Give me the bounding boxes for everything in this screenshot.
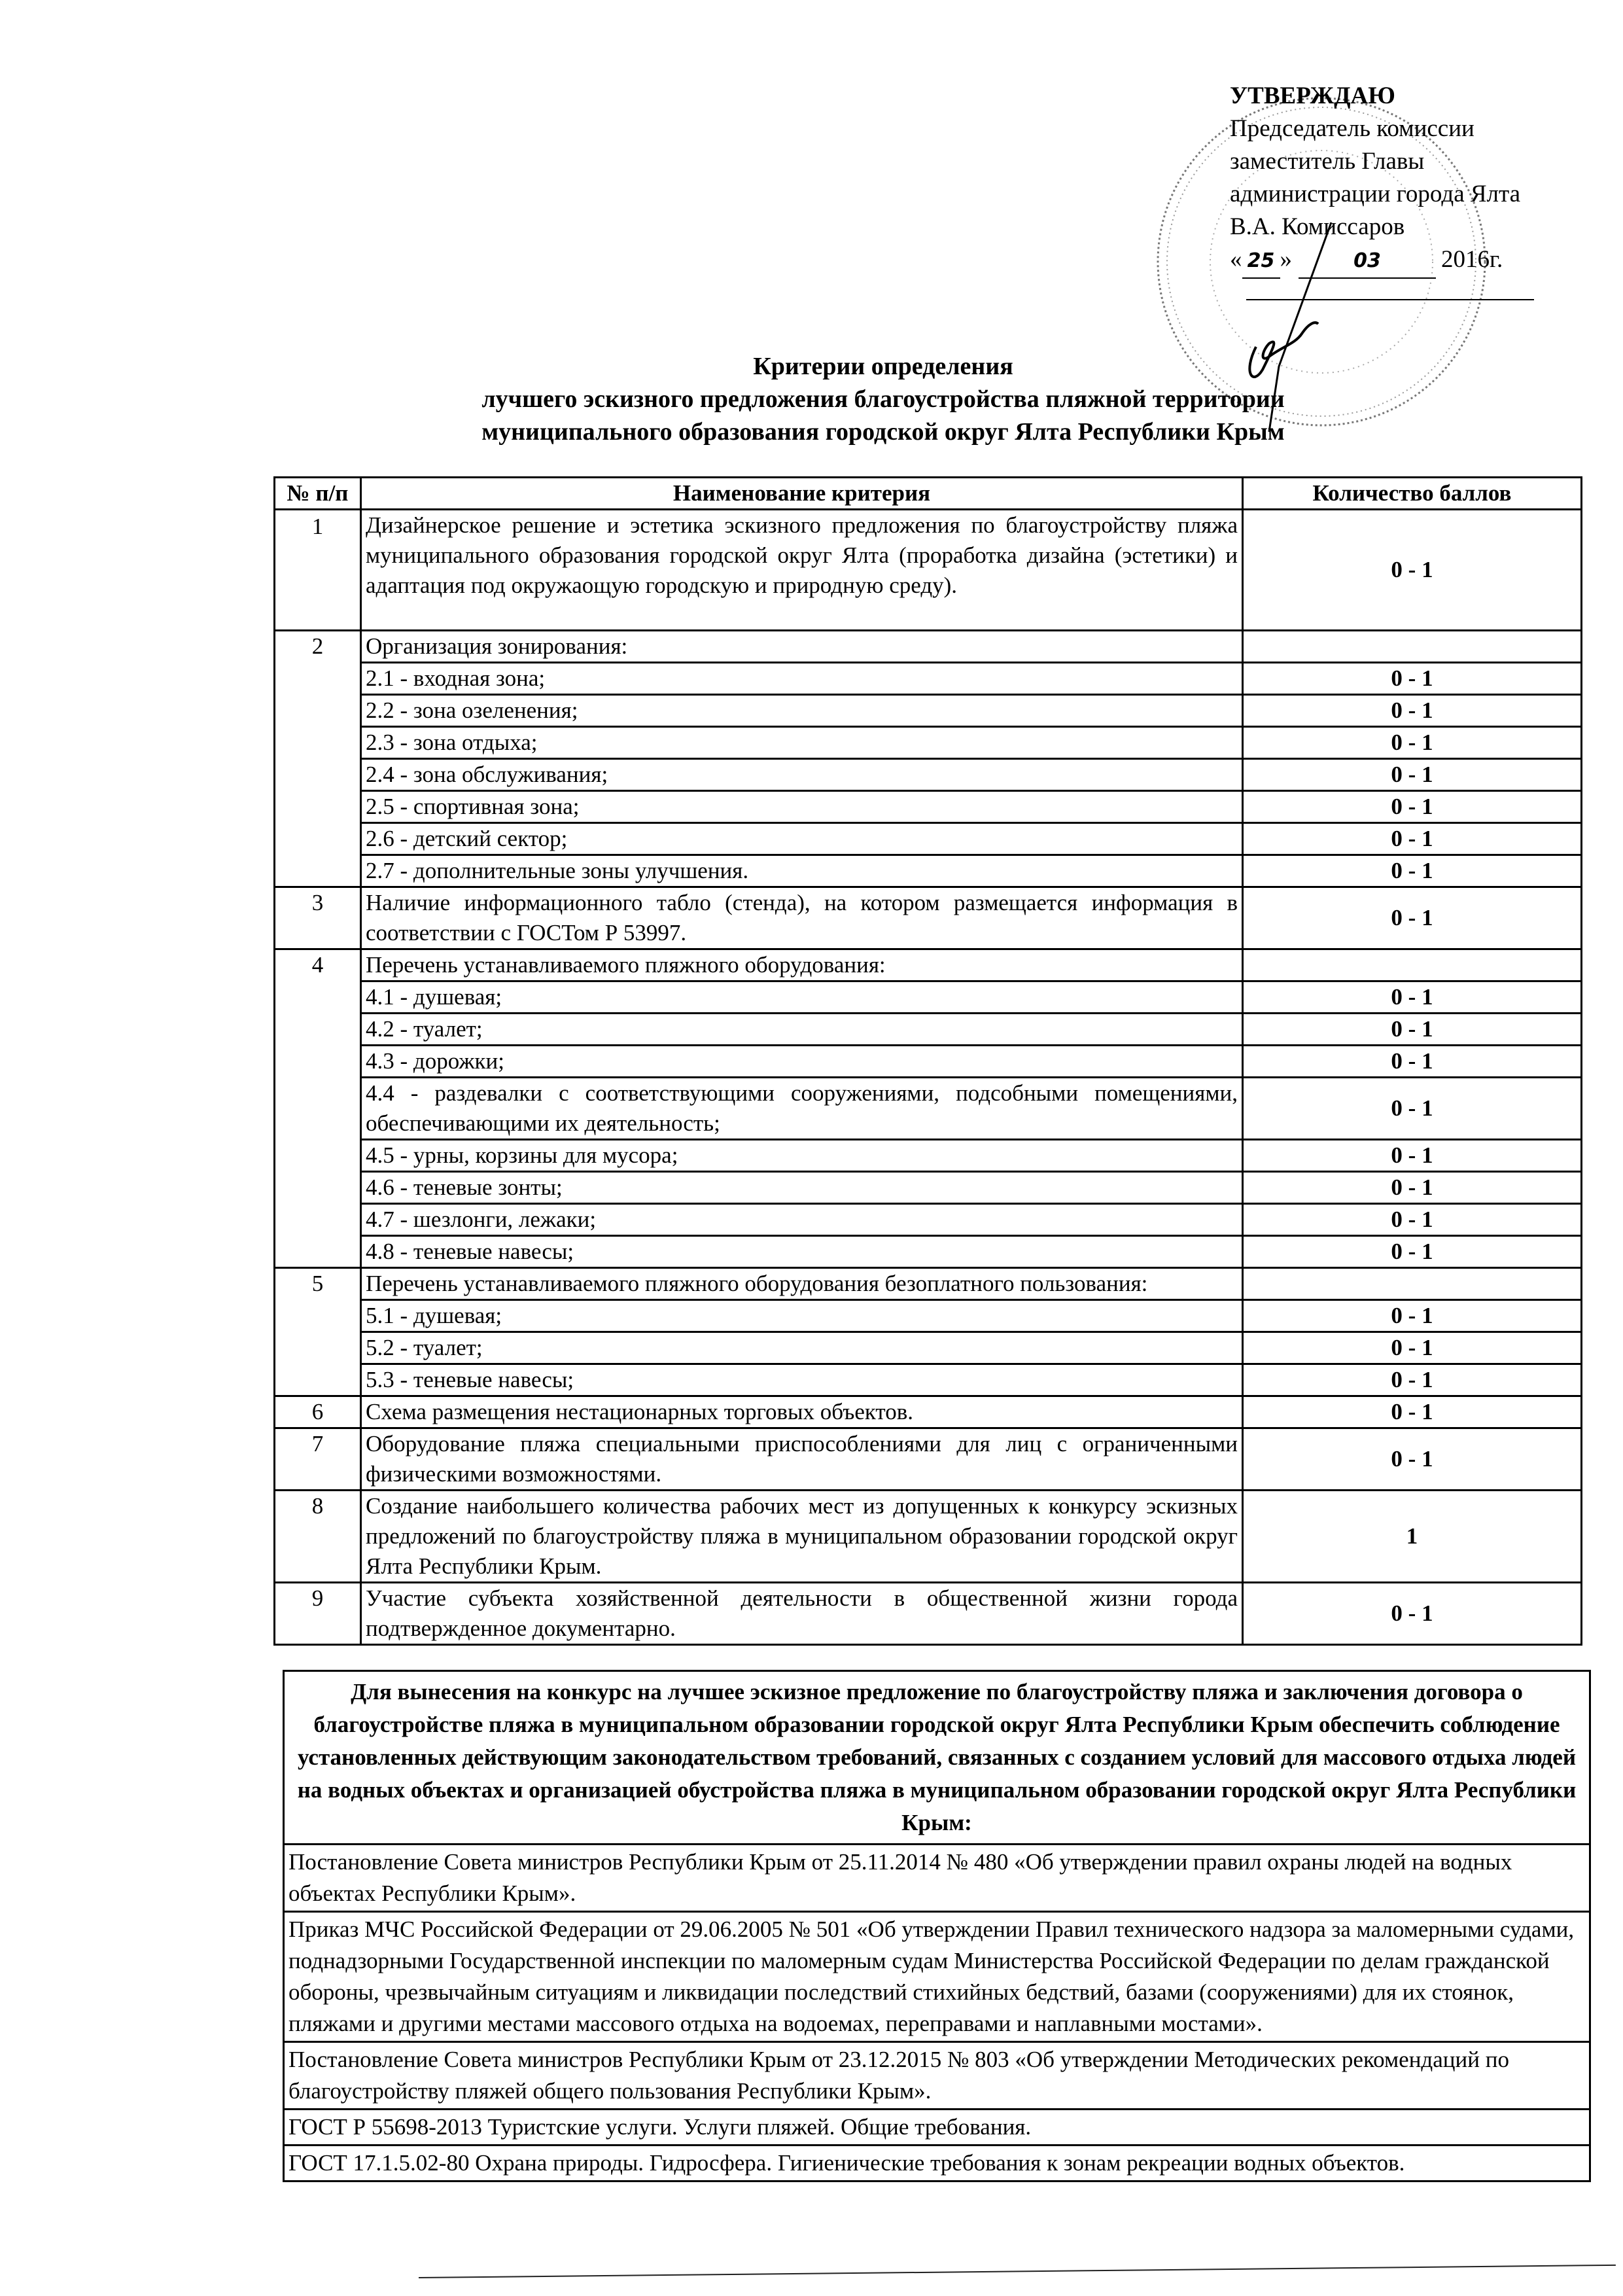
- table-subrow: [275, 981, 1582, 1014]
- requirement-item: ГОСТ 17.1.5.02-80 Охрана природы. Гидросфера. Гигиенические требования к зонам рекреации водных объектов.: [284, 2146, 1590, 2181]
- table-subrow: [275, 663, 1582, 695]
- approval-block: [1230, 80, 1570, 279]
- table-row: [275, 1491, 1582, 1583]
- subrow-name: 5.3 - теневые навесы;: [361, 1364, 1243, 1396]
- signature-line: [1246, 299, 1534, 300]
- subrow-name: 2.3 - зона отдыха;: [361, 727, 1243, 759]
- subrow-score: 0 - 1: [1243, 1172, 1582, 1204]
- subrow-name: 4.3 - дорожки;: [361, 1046, 1243, 1078]
- subrow-score: 0 - 1: [1243, 791, 1582, 823]
- requirement-item: Постановление Совета министров Республики Крым от 25.11.2014 № 480 «Об утверждении правил охраны людей на водных объектах Республики Крым».: [284, 1845, 1590, 1912]
- subrow-name: 4.8 - теневые навесы;: [361, 1236, 1243, 1268]
- row-name: Наличие информационного табло (стенда), на котором размещается информация в соответствии с ГОСТом Р 53997.: [361, 887, 1243, 949]
- subrow-score: 0 - 1: [1243, 1140, 1582, 1172]
- requirement-row: [284, 2042, 1590, 2110]
- date-open-quote: «: [1230, 246, 1242, 273]
- subrow-score: 0 - 1: [1243, 1236, 1582, 1268]
- requirement-item: ГОСТ Р 55698-2013 Туристские услуги. Услуги пляжей. Общие требования.: [284, 2110, 1590, 2146]
- requirements-table: [283, 1670, 1591, 2182]
- subrow-score: 0 - 1: [1243, 1332, 1582, 1364]
- table-header-row: [275, 478, 1582, 510]
- row-num: 8: [275, 1491, 361, 1583]
- header-name: Наименование критерия: [361, 478, 1243, 510]
- approval-date: [1230, 243, 1570, 279]
- row-name: Создание наибольшего количества рабочих мест из допущенных к конкурсу эскизных предложений по благоустройству пляжа в муниципальном образовании городской округ Ялта Республики Крым.: [361, 1491, 1243, 1583]
- requirement-row: [284, 2146, 1590, 2181]
- subrow-name: 4.5 - урны, корзины для мусора;: [361, 1140, 1243, 1172]
- table-subrow: [275, 1172, 1582, 1204]
- subrow-score: 0 - 1: [1243, 1046, 1582, 1078]
- subrow-name: 2.1 - входная зона;: [361, 663, 1243, 695]
- row-num: 1: [275, 510, 361, 631]
- requirements-heading-row: [284, 1671, 1590, 1845]
- table-subrow: [275, 1204, 1582, 1236]
- table-row: [275, 1396, 1582, 1428]
- subrow-score: 0 - 1: [1243, 1300, 1582, 1332]
- table-row: [275, 1428, 1582, 1491]
- row-name: Схема размещения нестационарных торговых объектов.: [361, 1396, 1243, 1428]
- scan-artifact-line: [419, 2265, 1616, 2278]
- date-month: 03: [1299, 245, 1436, 279]
- subrow-name: 2.6 - детский сектор;: [361, 823, 1243, 855]
- subrow-name: 2.2 - зона озеленения;: [361, 695, 1243, 727]
- table-row: [275, 949, 1582, 981]
- subrow-name: 4.7 - шезлонги, лежаки;: [361, 1204, 1243, 1236]
- requirement-item: Постановление Совета министров Республики Крым от 23.12.2015 № 803 «Об утверждении Методических рекомендаций по благоустройству пляжей общего пользования Республики Крым».: [284, 2042, 1590, 2110]
- row-score: [1243, 1268, 1582, 1300]
- subrow-score: 0 - 1: [1243, 1014, 1582, 1046]
- row-score: 1: [1243, 1491, 1582, 1583]
- title-line-2: лучшего эскизного предложения благоустройства пляжной территории: [481, 385, 1285, 413]
- row-score: [1243, 949, 1582, 981]
- subrow-score: 0 - 1: [1243, 981, 1582, 1014]
- table-subrow: [275, 791, 1582, 823]
- requirements-heading: Для вынесения на конкурс на лучшее эскизное предложение по благоустройству пляжа и заключения договора о благоустройстве пляжа в муниципальном образовании городской округ Ялта Республики Крым обеспечить соблюдение установленных действующим законодательством требований, связанных с созданием условий для массового отдыха людей на водных объектах и организацией обустройства пляжа в муниципальном образовании городской округ Ялта Республики Крым:: [284, 1671, 1590, 1845]
- subrow-name: 2.7 - дополнительные зоны улучшения.: [361, 855, 1243, 887]
- row-name: Перечень устанавливаемого пляжного оборудования:: [361, 949, 1243, 981]
- subrow-name: 4.1 - душевая;: [361, 981, 1243, 1014]
- subrow-name: 5.1 - душевая;: [361, 1300, 1243, 1332]
- header-score: Количество баллов: [1243, 478, 1582, 510]
- row-score: [1243, 631, 1582, 663]
- table-subrow: [275, 1014, 1582, 1046]
- requirement-row: [284, 1845, 1590, 1912]
- criteria-table: [273, 476, 1582, 1646]
- date-year: 2016г.: [1441, 246, 1503, 273]
- row-name: Оборудование пляжа специальными приспособлениями для лиц с ограниченными физическими возможностями.: [361, 1428, 1243, 1491]
- table-subrow: [275, 823, 1582, 855]
- row-score: 0 - 1: [1243, 1583, 1582, 1645]
- table-subrow: [275, 1364, 1582, 1396]
- table-row: [275, 1583, 1582, 1645]
- subrow-name: 4.2 - туалет;: [361, 1014, 1243, 1046]
- row-name: Организация зонирования:: [361, 631, 1243, 663]
- table-row: [275, 510, 1582, 631]
- table-subrow: [275, 1046, 1582, 1078]
- row-score: 0 - 1: [1243, 510, 1582, 631]
- requirements-container: [283, 1670, 1591, 2182]
- table-row: [275, 887, 1582, 949]
- subrow-score: 0 - 1: [1243, 695, 1582, 727]
- subrow-score: 0 - 1: [1243, 1204, 1582, 1236]
- table-subrow: [275, 759, 1582, 791]
- approval-line: Председатель комиссии: [1230, 115, 1475, 142]
- row-num: 2: [275, 631, 361, 887]
- table-subrow: [275, 1300, 1582, 1332]
- approver-name: В.А. Комиссаров: [1230, 213, 1405, 240]
- requirement-item: Приказ МЧС Российской Федерации от 29.06.2005 № 501 «Об утверждении Правил технического надзора за маломерными судами, поднадзорными Государственной инспекции по маломерным судам Министерства Российской Федерации по делам гражданской обороны, чрезвычайным ситуациям и ликвидации последствий стихийных бедствий, базами (сооружениями) для их стоянок, пляжами и другими местами массового отдыха на водоемах, переправами и наплавными мостами».: [284, 1912, 1590, 2042]
- table-subrow: [275, 855, 1582, 887]
- subrow-name: 5.2 - туалет;: [361, 1332, 1243, 1364]
- row-num: 3: [275, 887, 361, 949]
- table-subrow: [275, 1332, 1582, 1364]
- row-num: 7: [275, 1428, 361, 1491]
- row-num: 6: [275, 1396, 361, 1428]
- subrow-score: 0 - 1: [1243, 823, 1582, 855]
- subrow-score: 0 - 1: [1243, 855, 1582, 887]
- approval-line: администрации города Ялта: [1230, 181, 1521, 207]
- row-score: 0 - 1: [1243, 1428, 1582, 1491]
- subrow-name: 4.6 - теневые зонты;: [361, 1172, 1243, 1204]
- approval-line: заместитель Главы: [1230, 148, 1425, 175]
- table-subrow: [275, 1140, 1582, 1172]
- row-name: Перечень устанавливаемого пляжного оборудования безоплатного пользования:: [361, 1268, 1243, 1300]
- subrow-score: 0 - 1: [1243, 759, 1582, 791]
- table-row: [275, 1268, 1582, 1300]
- row-name: Дизайнерское решение и эстетика эскизного предложения по благоустройству пляжа муниципального образования городской округ Ялта (проработка дизайна (эстетики) и адаптация под окружаощую городскую и природную среду).: [361, 510, 1243, 631]
- header-num: № п/п: [275, 478, 361, 510]
- table-subrow: [275, 727, 1582, 759]
- row-score: 0 - 1: [1243, 1396, 1582, 1428]
- subrow-name: 2.4 - зона обслуживания;: [361, 759, 1243, 791]
- table-subrow: [275, 1236, 1582, 1268]
- row-num: 4: [275, 949, 361, 1268]
- subrow-name: 2.5 - спортивная зона;: [361, 791, 1243, 823]
- row-num: 5: [275, 1268, 361, 1396]
- title-line-1: Критерии определения: [753, 353, 1013, 380]
- subrow-score: 0 - 1: [1243, 663, 1582, 695]
- requirement-row: [284, 2110, 1590, 2146]
- subrow-score: 0 - 1: [1243, 1364, 1582, 1396]
- document-title: [327, 350, 1439, 448]
- requirement-row: [284, 1912, 1590, 2042]
- table-subrow: [275, 1078, 1582, 1140]
- row-name: Участие субъекта хозяйственной деятельности в общественной жизни города подтвержденное документарно.: [361, 1583, 1243, 1645]
- table-subrow: [275, 695, 1582, 727]
- subrow-score: 0 - 1: [1243, 1078, 1582, 1140]
- subrow-score: 0 - 1: [1243, 727, 1582, 759]
- subrow-name: 4.4 - раздевалки с соответствующими сооружениями, подсобными помещениями, обеспечивающими их деятельность;: [361, 1078, 1243, 1140]
- row-num: 9: [275, 1583, 361, 1645]
- table-row: [275, 631, 1582, 663]
- date-close-quote: »: [1280, 246, 1292, 273]
- criteria-table-container: [273, 476, 1580, 1646]
- row-score: 0 - 1: [1243, 887, 1582, 949]
- approval-title: УТВЕРЖДАЮ: [1230, 82, 1395, 109]
- title-line-3: муниципального образования городской округ Ялта Республики Крым: [481, 418, 1285, 446]
- date-day: 25: [1242, 245, 1280, 279]
